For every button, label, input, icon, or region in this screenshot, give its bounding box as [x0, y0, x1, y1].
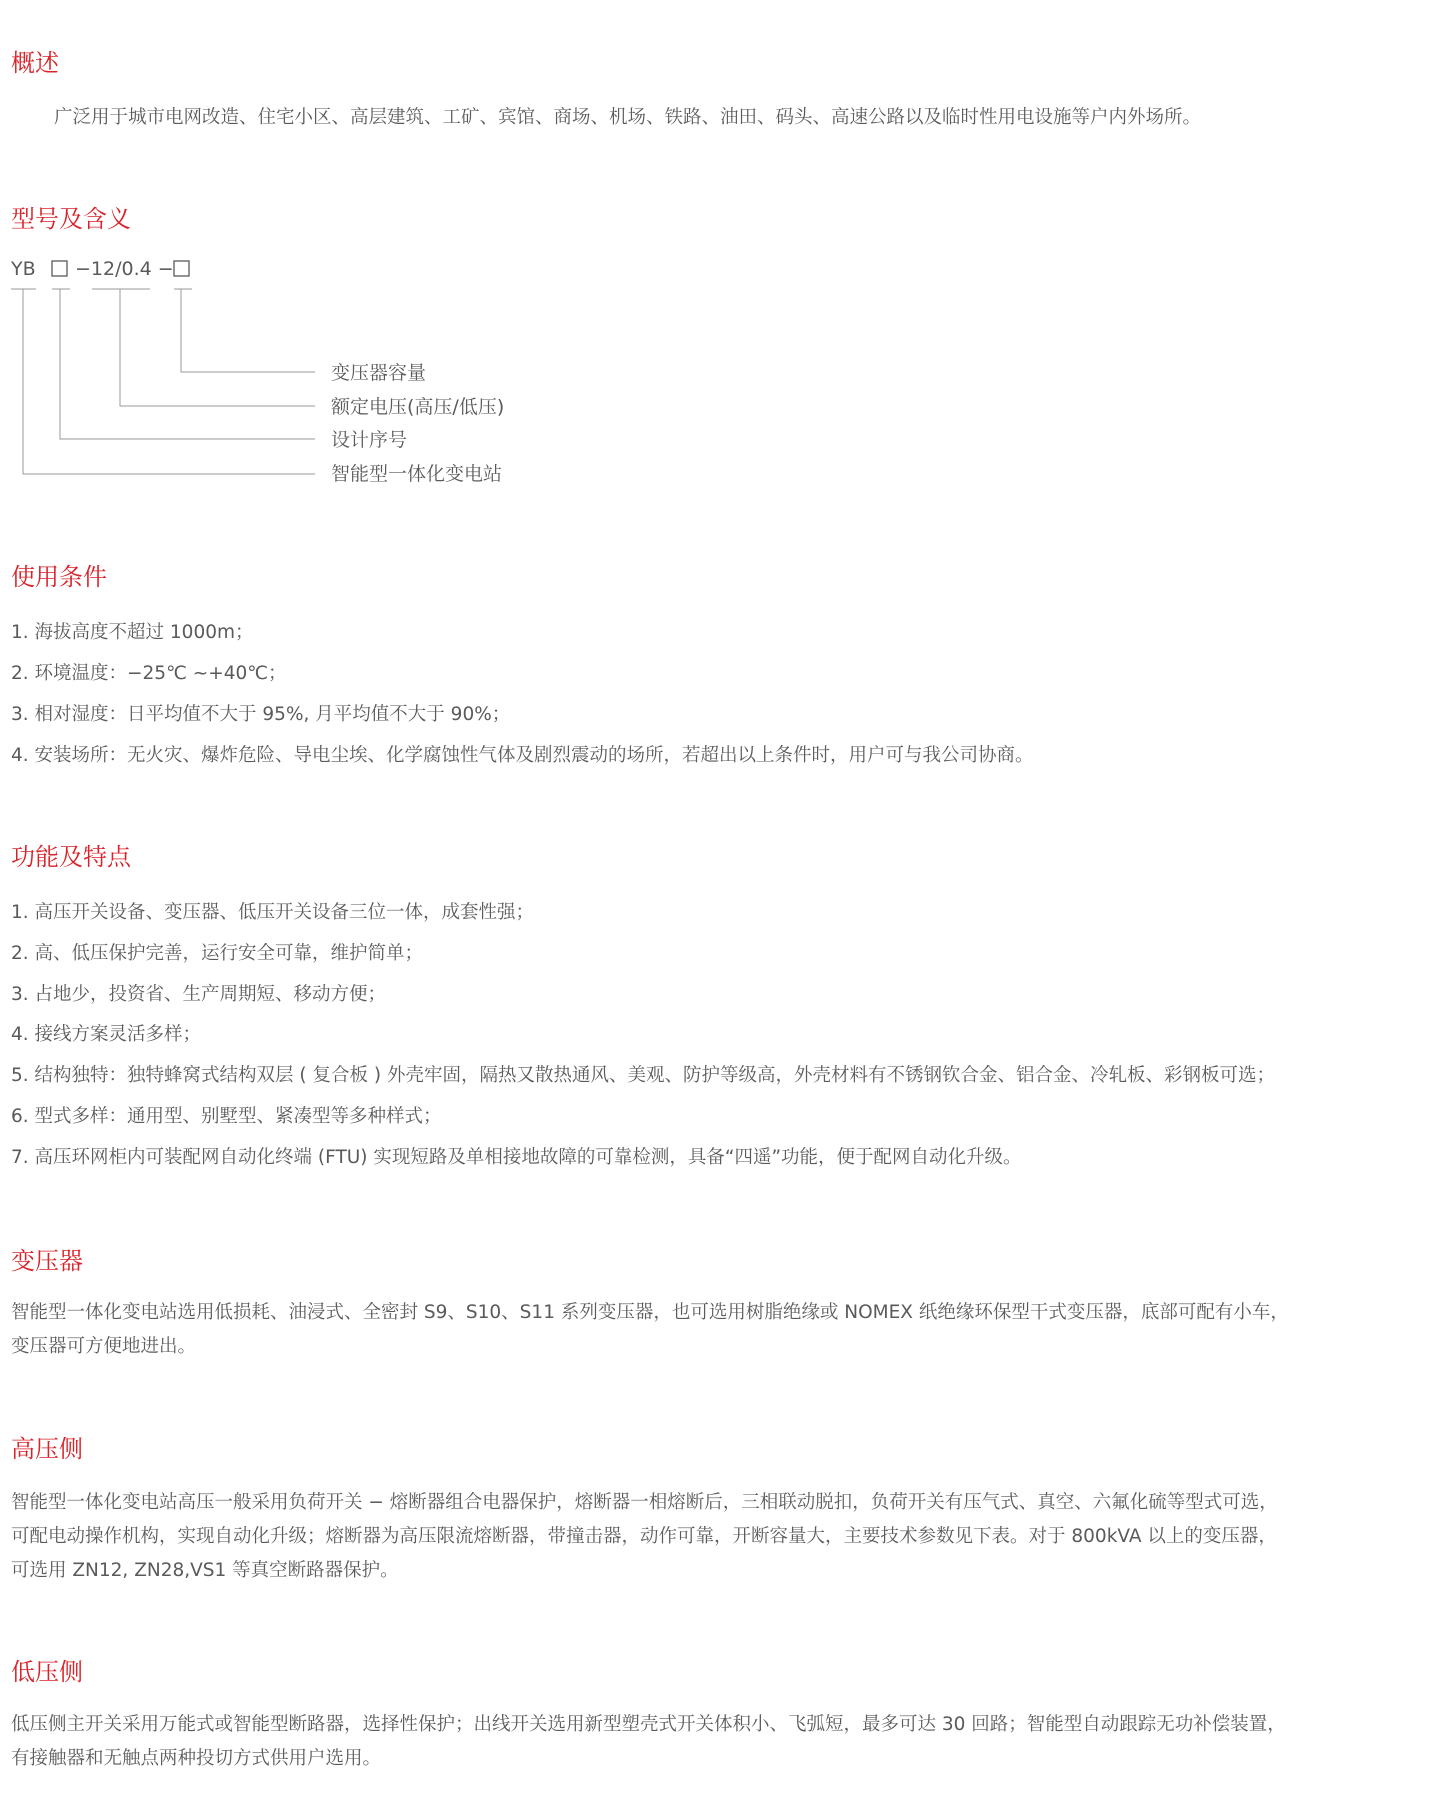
section-title-overview: 概述 — [11, 49, 59, 77]
section-title-model: 型号及含义 — [11, 205, 131, 233]
connector-voltage — [120, 289, 315, 406]
model-middle: −12/0.4 − — [75, 258, 174, 280]
high-voltage-text-line: 可选用 ZN12, ZN28,VS1 等真空断路器保护。 — [11, 1560, 399, 1581]
section-title-low-voltage: 低压侧 — [11, 1658, 83, 1686]
low-voltage-text-line: 有接触器和无触点两种投切方式供用户选用。 — [11, 1748, 382, 1769]
label-voltage: 额定电压(高压/低压) — [331, 396, 505, 418]
feature-item: 3. 占地少，投资省、生产周期短、移动方便； — [11, 984, 387, 1005]
condition-item: 4. 安装场所：无火灾、爆炸危险、导电尘埃、化学腐蚀性气体及剧烈震动的场所，若超出以上条件时，用户可与我公司协商。 — [11, 745, 1034, 766]
section-title-conditions: 使用条件 — [11, 563, 107, 591]
transformer-text-line: 智能型一体化变电站选用低损耗、油浸式、全密封 S9、S10、S11 系列变压器，也可选用树脂绝缘或 NOMEX 纸绝缘环保型干式变压器，底部可配有小车， — [11, 1302, 1289, 1323]
feature-item: 2. 高、低压保护完善，运行安全可靠，维护简单； — [11, 943, 424, 964]
model-code-box-1 — [52, 261, 67, 276]
section-title-features: 功能及特点 — [11, 843, 131, 871]
overview-text: 广泛用于城市电网改造、住宅小区、高层建筑、工矿、宾馆、商场、机场、铁路、油田、码头、高速公路以及临时性用电设施等户内外场所。 — [54, 107, 1202, 128]
feature-item: 6. 型式多样：通用型、别墅型、紧凑型等多种样式； — [11, 1106, 442, 1127]
feature-item: 4. 接线方案灵活多样； — [11, 1024, 202, 1045]
high-voltage-text-line: 可配电动操作机构，实现自动化升级；熔断器为高压限流熔断器，带撞击器，动作可靠，开断容量大，主要技术参数见下表。对于 800kVA 以上的变压器， — [11, 1526, 1277, 1547]
section-title-transformer: 变压器 — [11, 1247, 83, 1275]
connector-design — [60, 289, 315, 439]
section-title-high-voltage: 高压侧 — [11, 1435, 83, 1463]
label-type: 智能型一体化变电站 — [331, 463, 503, 485]
label-capacity: 变压器容量 — [331, 362, 427, 384]
feature-item: 1. 高压开关设备、变压器、低压开关设备三位一体，成套性强； — [11, 902, 535, 923]
condition-item: 2. 环境温度：−25℃ ~+40℃； — [11, 663, 287, 684]
high-voltage-text-line: 智能型一体化变电站高压一般采用负荷开关 − 熔断器组合电器保护，熔断器一相熔断后，三相联动脱扣，负荷开关有压气式、真空、六氟化硫等型式可选， — [11, 1492, 1278, 1513]
feature-item: 7. 高压环网柜内可装配网自动化终端 (FTU) 实现短路及单相接地故障的可靠检测，具备“四遥”功能，便于配网自动化升级。 — [11, 1147, 1022, 1168]
low-voltage-text-line: 低压侧主开关采用万能式或智能型断路器，选择性保护；出线开关选用新型塑壳式开关体积小、飞弧短，最多可达 30 回路；智能型自动跟踪无功补偿装置， — [11, 1714, 1286, 1735]
connector-type — [23, 289, 315, 474]
condition-item: 3. 相对湿度：日平均值不大于 95%, 月平均值不大于 90%； — [11, 704, 511, 725]
model-prefix: YB — [11, 258, 36, 280]
model-code-diagram — [0, 255, 600, 495]
connector-capacity — [181, 289, 315, 372]
condition-item: 1. 海拔高度不超过 1000m； — [11, 622, 254, 643]
transformer-text-line: 变压器可方便地进出。 — [11, 1336, 197, 1357]
label-design: 设计序号 — [331, 429, 408, 451]
feature-item: 5. 结构独特：独特蜂窝式结构双层 ( 复合板 ) 外壳牢固，隔热又散热通风、美观、防护等级高，外壳材料有不锈钢钦合金、铝合金、冷轧板、彩钢板可选； — [11, 1065, 1275, 1086]
model-code-box-2 — [174, 261, 189, 276]
